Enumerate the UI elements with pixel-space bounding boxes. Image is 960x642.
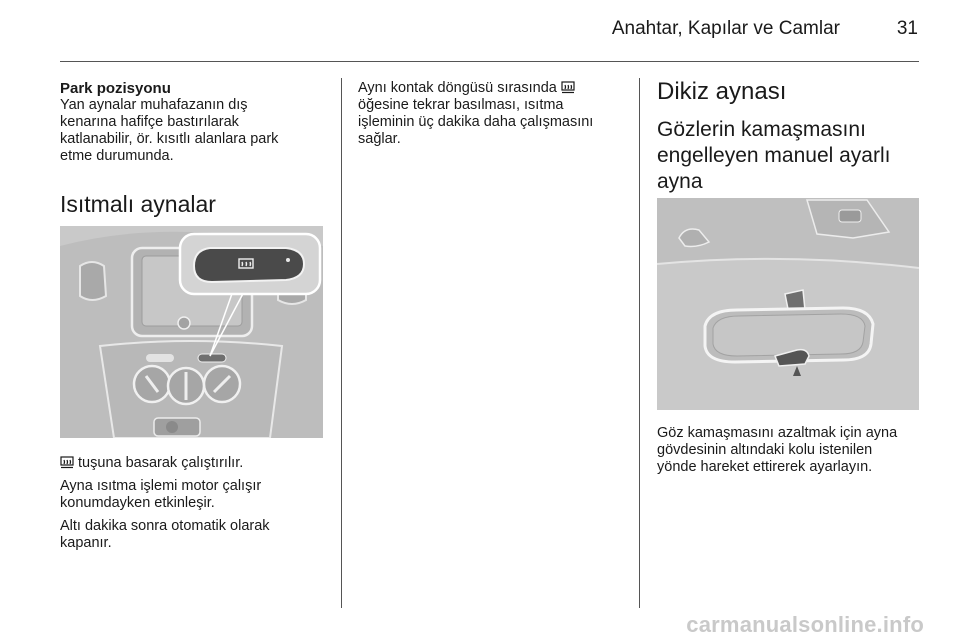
- middle-line-1: [358, 80, 575, 97]
- antiglare-heading-line-2: engelleyen manuel ayarlı: [657, 144, 891, 167]
- mirror-caption-line-3: yönde hareket ettirerek ayarlayın.: [657, 459, 873, 475]
- para2-line-1: Ayna ısıtma işlemi motor çalışır: [60, 478, 262, 494]
- rearview-mirror-illustration: [657, 198, 919, 410]
- middle-line-1-text: Aynı kontak döngüsü sırasında: [358, 80, 557, 96]
- heat-caption-text: tuşuna basarak çalıştırılır.: [78, 455, 244, 471]
- column-divider-1: [341, 78, 342, 608]
- park-position-heading: Park pozisyonu: [60, 80, 171, 97]
- park-text-line-4: etme durumunda.: [60, 148, 174, 164]
- site-watermark: carmanualsonline.info: [686, 612, 924, 637]
- middle-line-4: sağlar.: [358, 131, 401, 147]
- middle-line-3: işleminin üç dakika daha çalışmasını: [358, 114, 594, 130]
- para3-line-2: kapanır.: [60, 535, 112, 551]
- rear-window-heat-icon: [60, 455, 74, 469]
- page-number: 31: [896, 18, 918, 39]
- column-divider-2: [639, 78, 640, 608]
- antiglare-heading-line-3: ayna: [657, 170, 703, 193]
- heated-mirrors-heading: Isıtmalı aynalar: [60, 191, 216, 217]
- antiglare-heading-line-1: Gözlerin kamaşmasını: [657, 118, 866, 141]
- header-rule: [60, 61, 919, 62]
- running-header: Anahtar, Kapılar ve Camlar: [611, 18, 840, 39]
- heat-button-caption: [60, 455, 243, 472]
- dashboard-illustration: [60, 226, 323, 438]
- rearview-mirror-heading: Dikiz aynası: [657, 78, 787, 105]
- para3-line-1: Altı dakika sonra otomatik olarak: [60, 518, 270, 534]
- park-text-line-1: Yan aynalar muhafazanın dış: [60, 97, 248, 113]
- mirror-caption-line-1: Göz kamaşmasını azaltmak için ayna: [657, 425, 898, 441]
- park-text-line-2: kenarına hafifçe bastırılarak: [60, 114, 239, 130]
- middle-line-2: öğesine tekrar basılması, ısıtma: [358, 97, 564, 113]
- mirror-caption-line-2: gövdesinin altındaki kolu istenilen: [657, 442, 873, 458]
- park-text-line-3: katlanabilir, ör. kısıtlı alanlara park: [60, 131, 279, 147]
- para2-line-2: konumdayken etkinleşir.: [60, 495, 215, 511]
- rear-window-heat-icon: [561, 80, 575, 94]
